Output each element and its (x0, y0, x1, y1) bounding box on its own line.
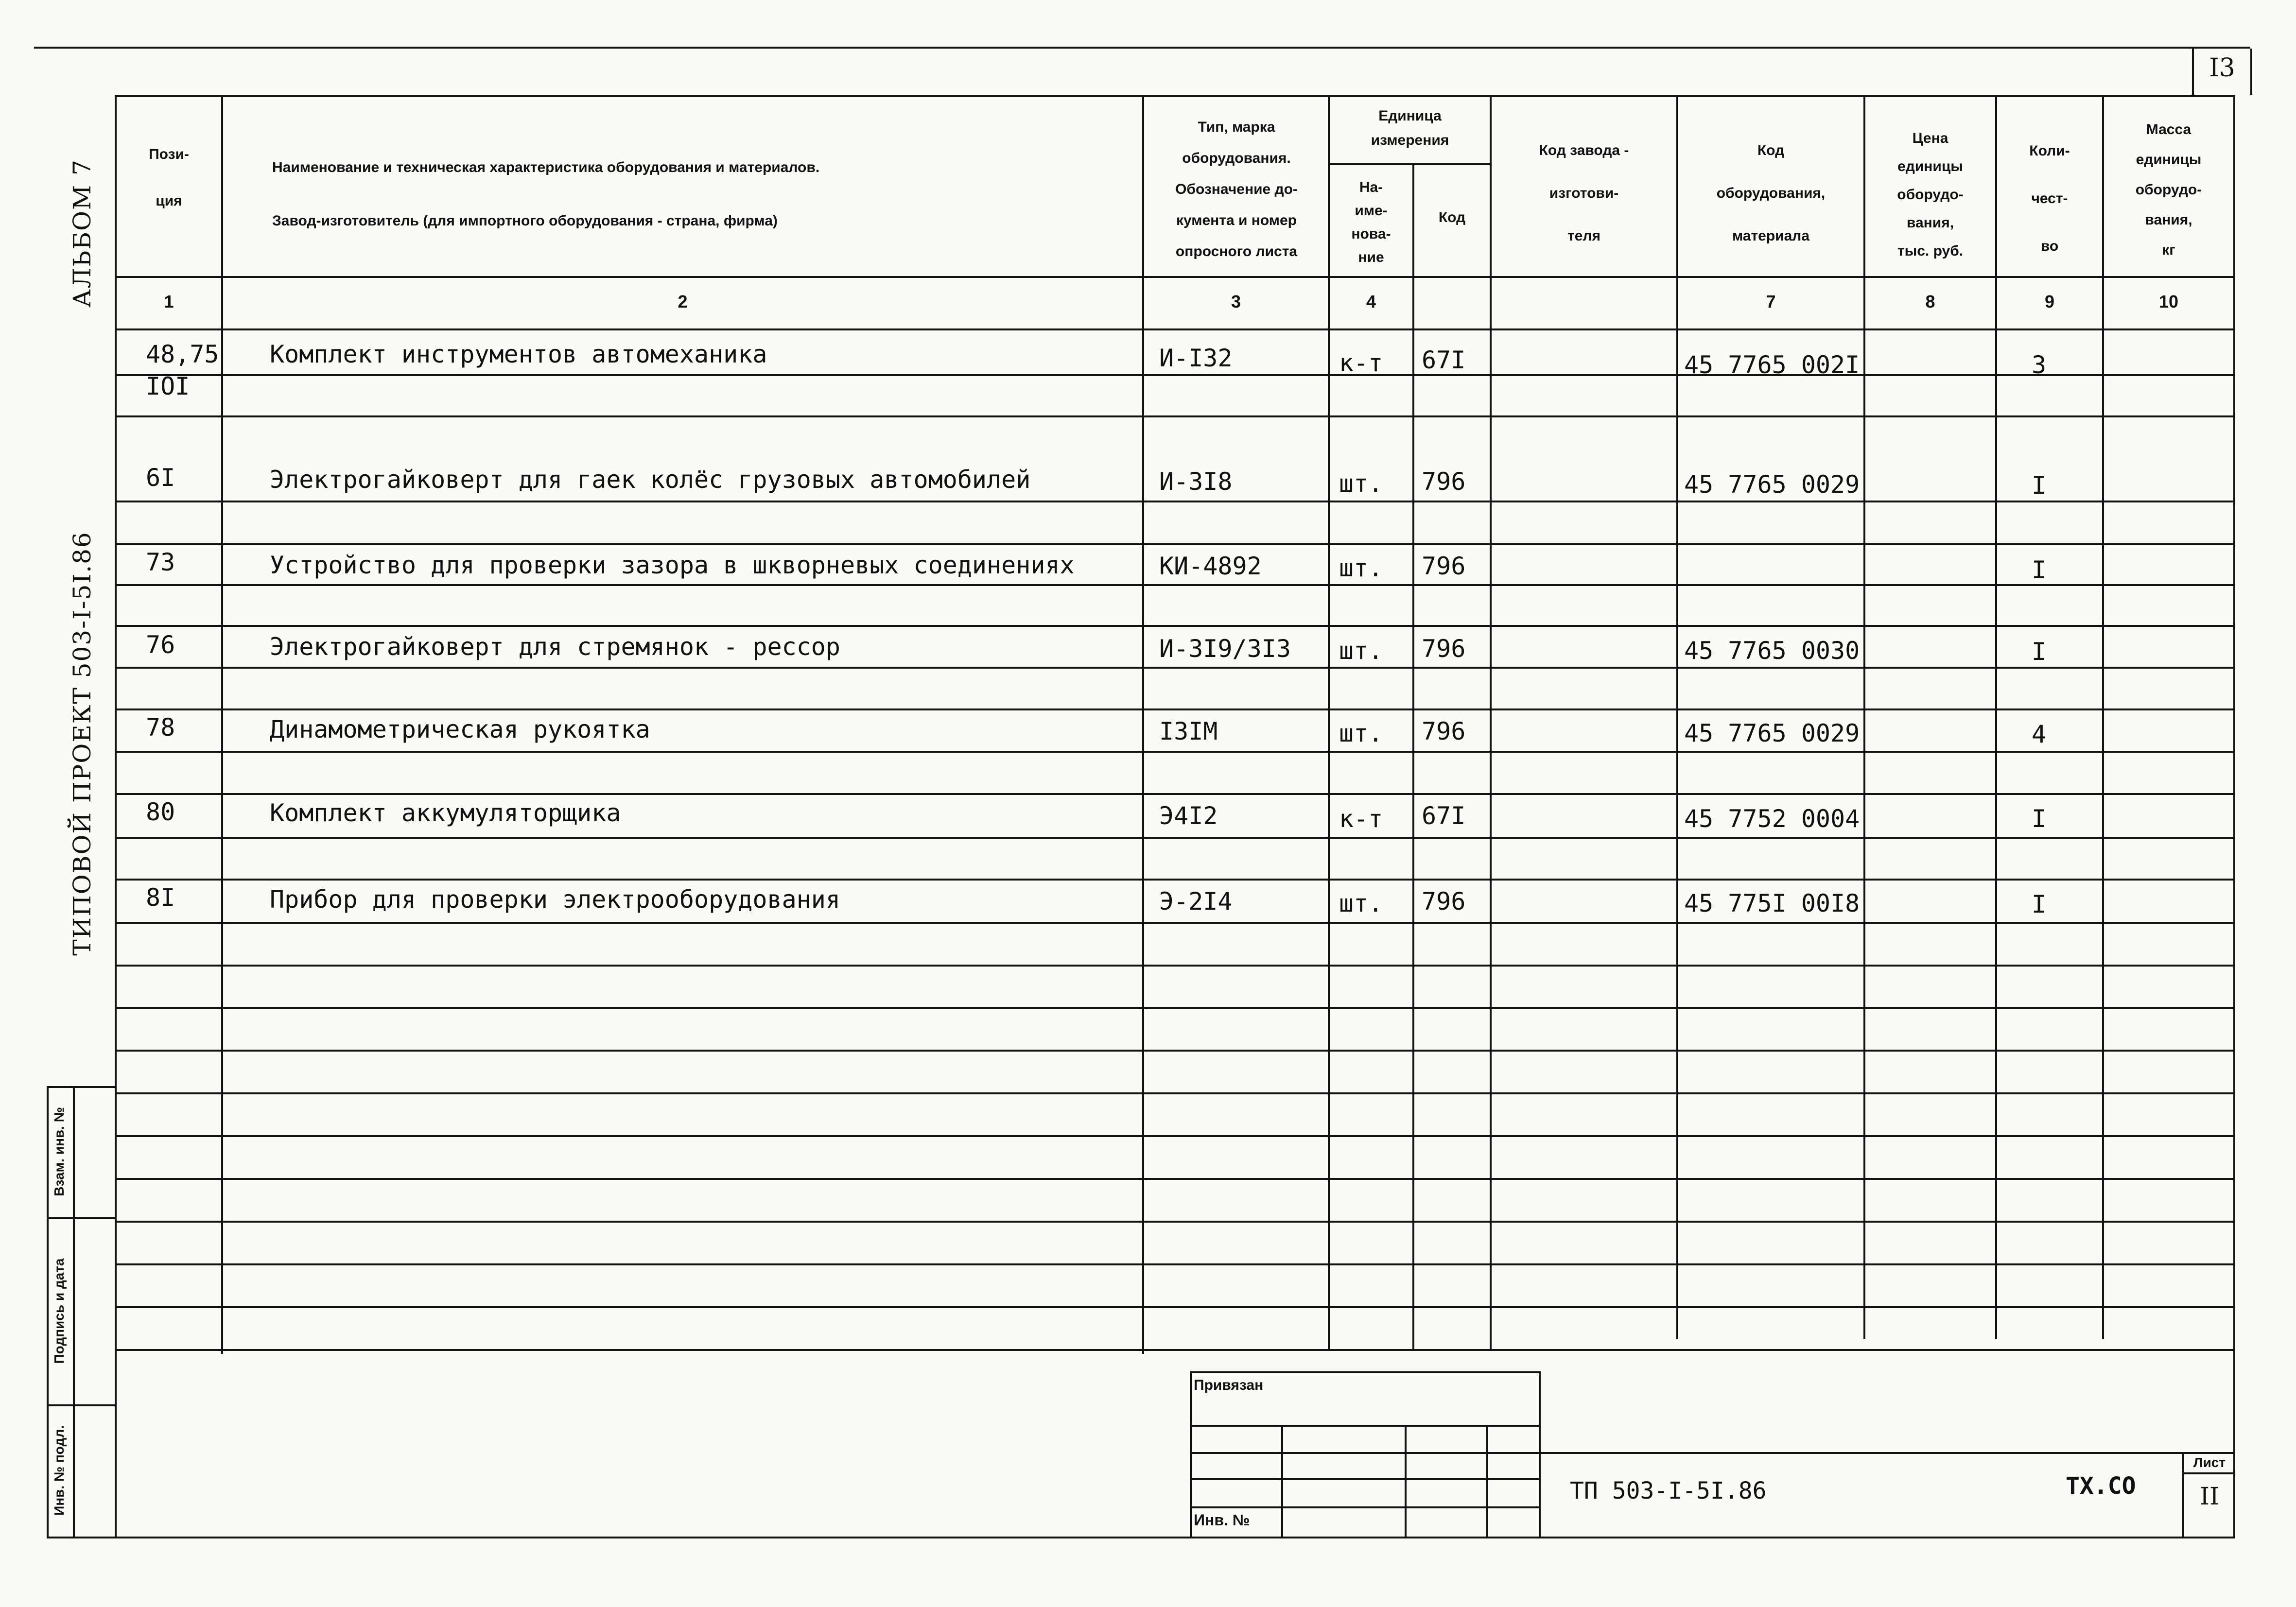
row-rule (115, 1221, 2235, 1223)
row-6-position: 80 (146, 798, 175, 826)
row-rule (115, 965, 2235, 967)
header-price: Цена единицы оборудо- вания, тыс. руб. (1897, 130, 1964, 259)
section-code: ТХ.СО (2066, 1472, 2136, 1500)
row-rule (115, 1306, 2235, 1308)
row-4-equipment-code: 45 7765 0030 (1684, 637, 1860, 665)
column-numbers-bottom (115, 328, 2235, 330)
row-1-name: Комплект инструментов автомеханика (270, 340, 767, 368)
row-rule (115, 374, 2235, 376)
col-border-3 (1328, 95, 1330, 1349)
row-rule (115, 922, 2235, 924)
linked-box-left (1190, 1371, 1192, 1537)
row-rule (115, 501, 2235, 502)
header-position: Пози- ция (149, 146, 189, 209)
row-2-quantity: I (2032, 471, 2047, 500)
row-5-type: I3IМ (1159, 717, 1218, 745)
header-unit-name: На- име- нова- ние (1351, 179, 1391, 265)
col-number-10: 10 (2158, 292, 2179, 311)
row-rule (115, 625, 2235, 627)
row-6-equipment-code: 45 7752 0004 (1684, 805, 1860, 833)
signature-date-label: Подпись и дата (52, 1258, 67, 1364)
row-5-equipment-code: 45 7765 0029 (1684, 719, 1860, 747)
row-1-unit: к-т (1339, 349, 1383, 377)
row-5-unit: шт. (1339, 719, 1383, 747)
row-1-quantity: 3 (2032, 351, 2047, 379)
row-3-name: Устройство для проверки зазора в шкворневых соединениях (270, 551, 1075, 579)
header-quantity: Коли- чест- во (2029, 143, 2070, 254)
row-7-equipment-code: 45 775I 00I8 (1684, 889, 1860, 917)
row-rule (115, 543, 2235, 545)
row-1-unit-code: 67I (1422, 346, 1466, 374)
linked-box-col (1281, 1425, 1283, 1537)
row-5-quantity: 4 (2032, 720, 2047, 748)
row-6-quantity: I (2032, 805, 2047, 833)
col-border-2 (1142, 95, 1144, 1354)
row-6-name: Комплект аккумуляторщика (270, 799, 621, 827)
unit-group-divider (1328, 163, 1492, 165)
row-rule (115, 667, 2235, 669)
header-factory-code: Код завода - изготови- теля (1539, 142, 1629, 244)
row-4-type: И-3I9/3I3 (1159, 635, 1291, 663)
row-3-unit: шт. (1339, 554, 1383, 582)
row-2-type: И-3I8 (1159, 467, 1233, 496)
header-top (115, 95, 2235, 97)
table-right-border (2233, 95, 2235, 1537)
row-6-unit: к-т (1339, 805, 1383, 833)
header-mass: Масса единицы оборудо- вания, кг (2135, 121, 2202, 258)
col-border-8 (1995, 95, 1997, 1339)
row-7-unit-code: 796 (1422, 887, 1466, 916)
side-stamp-left (47, 1086, 49, 1537)
header-type: Тип, марка оборудования. Обозначение до- кумента и номер опросного листа (1175, 119, 1298, 259)
header-unit-group: Единица измерения (1371, 108, 1449, 148)
row-1-position-extra: IOI (146, 372, 190, 400)
page-number: I3 (2209, 53, 2235, 83)
col-number-9: 9 (2044, 292, 2055, 311)
row-rule (115, 879, 2235, 881)
row-1-equipment-code: 45 7765 002I (1684, 351, 1860, 379)
row-rule (115, 1178, 2235, 1180)
row-5-position: 78 (146, 713, 175, 742)
col-border-5 (1490, 95, 1492, 1349)
side-stamp-divider (73, 1086, 75, 1537)
row-6-unit-code: 67I (1422, 802, 1466, 830)
original-inv-label: Инв. № подл. (52, 1425, 67, 1516)
sheet-box-rule (2182, 1472, 2235, 1474)
col-number-7: 7 (1766, 292, 1776, 311)
col-border-6 (1676, 95, 1678, 1339)
row-3-unit-code: 796 (1422, 552, 1466, 580)
linked-label: Привязан (1194, 1377, 1264, 1393)
row-4-quantity: I (2032, 638, 2047, 666)
row-1-position: 48,75 (146, 340, 219, 368)
row-3-quantity: I (2032, 556, 2047, 584)
row-2-name: Электрогайковерт для гаек колёс грузовых автомобилей (270, 466, 1031, 494)
row-4-unit: шт. (1339, 637, 1383, 665)
row-6-type: Э4I2 (1159, 802, 1218, 830)
sheet-number: II (2200, 1482, 2219, 1510)
row-4-unit-code: 796 (1422, 635, 1466, 663)
row-2-position: 6I (146, 464, 175, 492)
linked-box-col (1405, 1425, 1407, 1537)
row-2-equipment-code: 45 7765 0029 (1684, 470, 1860, 499)
col-border-1 (221, 95, 223, 1354)
row-rule (115, 751, 2235, 753)
row-rule (115, 708, 2235, 710)
row-rule (115, 1092, 2235, 1094)
col-number-4: 4 (1366, 292, 1376, 311)
row-3-position: 73 (146, 548, 175, 576)
header-name: Наименование и техническая характеристика оборудования и материалов. Завод-изготовитель (для импортного оборудования - страна, фирма) (272, 159, 820, 229)
row-rule (115, 415, 2235, 417)
row-7-position: 8I (146, 883, 175, 912)
col-border-7 (1863, 95, 1865, 1339)
replaced-inv-label: Взам. инв. № (52, 1107, 67, 1196)
header-bottom (115, 276, 2235, 278)
row-2-unit: шт. (1339, 469, 1383, 498)
row-5-unit-code: 796 (1422, 717, 1466, 745)
col-number-3: 3 (1231, 292, 1241, 311)
col-border-9 (2102, 95, 2104, 1339)
row-4-position: 76 (146, 631, 175, 659)
row-7-quantity: I (2032, 890, 2047, 918)
col-number-8: 8 (1925, 292, 1935, 311)
linked-box-right (1539, 1371, 1541, 1537)
row-7-type: Э-2I4 (1159, 887, 1233, 916)
row-rule (115, 1050, 2235, 1052)
row-rule (115, 584, 2235, 586)
project-label: ТИПОВОЙ ПРОЕКТ 503-I-5I.86 (68, 531, 96, 956)
row-rule (115, 1007, 2235, 1009)
table-body-bottom (115, 1349, 2235, 1351)
row-3-type: КИ-4892 (1159, 552, 1262, 580)
sheet-label: Лист (2193, 1455, 2226, 1470)
row-2-unit-code: 796 (1422, 467, 1466, 496)
header-equipment-code: Код оборудования, материала (1716, 142, 1826, 244)
row-1-type: И-I32 (1159, 344, 1233, 372)
row-5-name: Динамометрическая рукоятка (270, 715, 650, 743)
row-rule (115, 837, 2235, 839)
col-number-2: 2 (678, 292, 688, 311)
page-number-box-right (2250, 49, 2252, 95)
row-rule (115, 793, 2235, 795)
header-unit-code: Код (1438, 209, 1466, 225)
col-border-4 (1412, 164, 1414, 1349)
project-code: ТП 503-I-5I.86 (1570, 1477, 1767, 1504)
title-block-top (1539, 1452, 2235, 1454)
sheet-box-left (2182, 1452, 2184, 1537)
col-number-1: 1 (164, 292, 174, 311)
row-4-name: Электрогайковерт для стремянок - рессор (270, 633, 840, 661)
album-label: АЛЬБОМ 7 (68, 159, 96, 308)
linked-box-top (1190, 1371, 1541, 1373)
row-7-unit: шт. (1339, 889, 1383, 917)
row-rule (115, 1263, 2235, 1265)
side-stamp-bottom (47, 1537, 2235, 1538)
row-rule (115, 1135, 2235, 1137)
inv-no-label: Инв. № (1194, 1511, 1250, 1529)
linked-box-col (1486, 1425, 1488, 1537)
row-7-name: Прибор для проверки электрооборудования (270, 885, 840, 914)
sheet-top-border (34, 47, 2250, 49)
